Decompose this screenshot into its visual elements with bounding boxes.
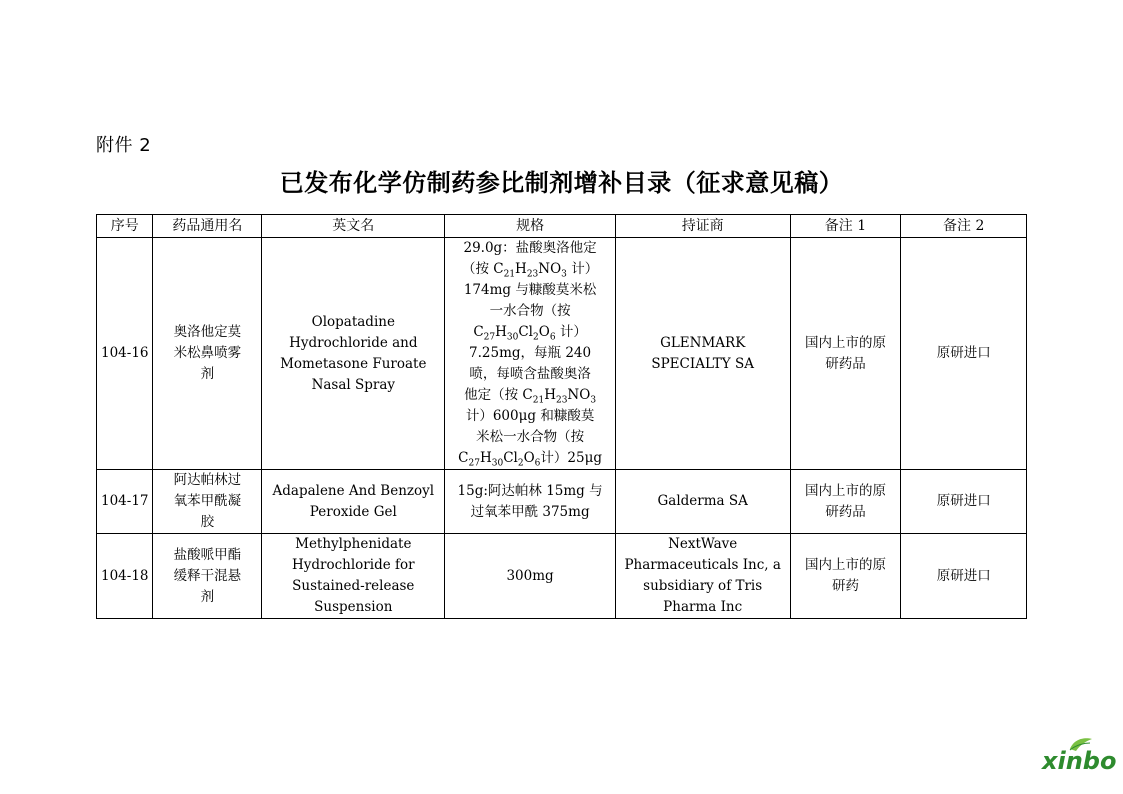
- note-1-cell: 国内上市的原 研药品: [790, 238, 901, 470]
- serial-cell: 104-17: [97, 470, 153, 534]
- note-2-cell: 原研进口: [901, 238, 1027, 470]
- note-1-cell: 国内上市的原 研药: [790, 534, 901, 619]
- license-holder-cell: NextWave Pharmaceuticals Inc, a subsidiary of Tris Pharma Inc: [615, 534, 790, 619]
- generic-name-cell: 盐酸哌甲酯 缓释干混悬 剂: [153, 534, 262, 619]
- specification-cell: 15g:阿达帕林 15mg 与 过氧苯甲酰 375mg: [445, 470, 616, 534]
- attachment-label: 附件 2: [96, 135, 152, 156]
- specification-cell: 29.0g：盐酸奥洛他定 （按 $C_{21}H_{23}NO_3$ 计） 174mg 与糠酸莫米松 一水合物（按 $C_{27}H_{30}Cl_2O_6$ 计） 7.25mg，每瓶 240 喷，每喷含盐酸奥洛 他定（按 $C_{21}H_{23}NO_3$ 计）600μg 和糠酸莫 米松一水合物（按 $C_{27}H_{30}Cl_2O_6$计）25μg: [445, 238, 616, 470]
- license-holder-cell: Galderma SA: [615, 470, 790, 534]
- column-header-generic-name: 药品通用名: [153, 215, 262, 238]
- table-row: [97, 470, 1027, 534]
- serial-cell: 104-18: [97, 534, 153, 619]
- column-header-license-holder: 持证商: [615, 215, 790, 238]
- reference-drug-table: [96, 214, 1027, 619]
- svg-text:xinbo: xinbo: [1042, 747, 1117, 775]
- table-row: [97, 238, 1027, 470]
- serial-cell: 104-16: [97, 238, 153, 470]
- license-holder-cell: GLENMARK SPECIALTY SA: [615, 238, 790, 470]
- column-header-english-name: 英文名: [262, 215, 445, 238]
- column-header-specification: 规格: [445, 215, 616, 238]
- xinbo-logo: [1040, 735, 1123, 775]
- english-name-cell: Methylphenidate Hydrochloride for Sustained-release Suspension: [262, 534, 445, 619]
- note-2-cell: 原研进口: [901, 470, 1027, 534]
- table-row: [97, 534, 1027, 619]
- generic-name-cell: 奥洛他定莫 米松鼻喷雾 剂: [153, 238, 262, 470]
- english-name-cell: Adapalene And Benzoyl Peroxide Gel: [262, 470, 445, 534]
- specification-cell: 300mg: [445, 534, 616, 619]
- column-header-note-1: 备注 1: [790, 215, 901, 238]
- generic-name-cell: 阿达帕林过 氧苯甲酰凝 胶: [153, 470, 262, 534]
- table-header-row: [97, 215, 1027, 238]
- document-title: 已发布化学仿制药参比制剂增补目录（征求意见稿）: [279, 169, 844, 197]
- note-2-cell: 原研进口: [901, 534, 1027, 619]
- english-name-cell: Olopatadine Hydrochloride and Mometasone Furoate Nasal Spray: [262, 238, 445, 470]
- column-header-serial: 序号: [97, 215, 153, 238]
- note-1-cell: 国内上市的原 研药品: [790, 470, 901, 534]
- column-header-note-2: 备注 2: [901, 215, 1027, 238]
